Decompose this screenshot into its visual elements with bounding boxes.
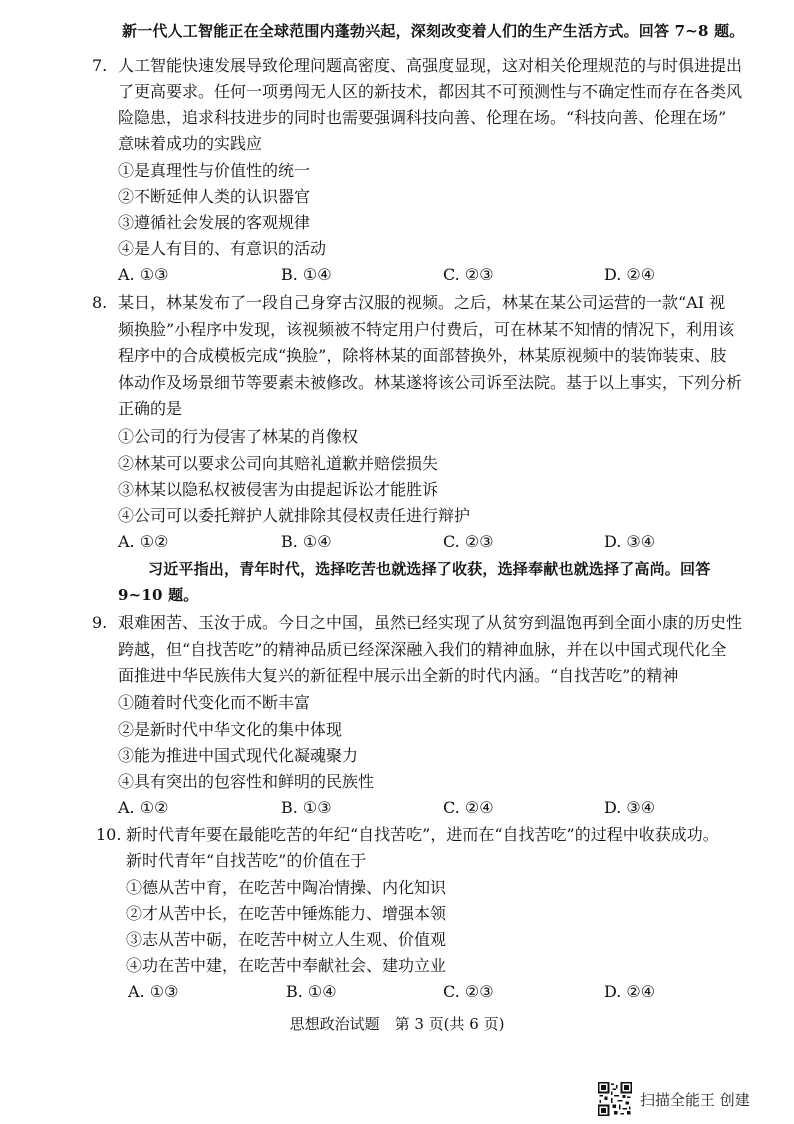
option-c: C. ②③ xyxy=(443,532,494,551)
option-b: B. ①④ xyxy=(281,265,332,284)
question-number: 9. xyxy=(92,613,108,632)
statement-3: ③遵循社会发展的客观规律 xyxy=(118,213,311,232)
statement-2: ②才从苦中长，在吃苦中锤炼能力、增强本领 xyxy=(126,904,447,923)
statement-4: ④功在苦中建，在吃苦中奉献社会、建功立业 xyxy=(126,956,447,975)
option-c: C. ②③ xyxy=(443,982,494,1001)
option-b: B. ①④ xyxy=(286,982,337,1001)
question-text-line: 跨越，但“自找苦吃”的精神品质已经深深融入我们的精神血脉，并在以中国式现代化全 xyxy=(118,640,727,659)
passage-intro-9-10: 习近平指出，青年时代，选择吃苦也就选择了收获，选择奉献也就选择了高尚。回答 xyxy=(148,560,711,578)
question-text-line: 艰难困苦、玉汝于成。今日之中国，虽然已经实现了从贫穷到温饱再到全面小康的历史性 xyxy=(118,613,743,632)
option-c: C. ②④ xyxy=(443,798,494,817)
option-a: A. ①③ xyxy=(128,982,179,1001)
scanner-watermark xyxy=(598,1082,750,1116)
option-d: D. ②④ xyxy=(604,265,656,284)
option-d: D. ②④ xyxy=(604,982,656,1001)
question-number: 7. xyxy=(92,56,108,75)
option-c: C. ②③ xyxy=(443,265,494,284)
statement-1: ①随着时代变化而不断丰富 xyxy=(118,693,311,712)
statement-1: ①是真理性与价值性的统一 xyxy=(118,161,311,180)
statement-3: ③林某以隐私权被侵害为由提起诉讼才能胜诉 xyxy=(118,480,439,499)
option-b: B. ①④ xyxy=(281,532,332,551)
question-text-line: 新时代青年要在最能吃苦的年纪“自找苦吃”，进而在“自找苦吃”的过程中收获成功。 xyxy=(126,825,719,844)
question-number: 8. xyxy=(92,293,108,312)
page-footer: 思想政治试题 第 3 页(共 6 页) xyxy=(289,1015,505,1033)
option-a: A. ①② xyxy=(118,532,169,551)
question-text-line: 正确的是 xyxy=(118,399,183,418)
statement-3: ③能为推进中国式现代化凝魂聚力 xyxy=(118,746,359,765)
passage-intro-9-10-cont: 9~10 题。 xyxy=(118,586,199,604)
question-text-line: 程序中的合成模板完成“换脸”，除将林某的面部替换外，林某原视频中的装饰装束、肢 xyxy=(118,346,727,365)
question-text-line: 新时代青年“自找苦吃”的价值在于 xyxy=(126,851,367,870)
option-d: D. ③④ xyxy=(604,798,656,817)
option-b: B. ①③ xyxy=(281,798,332,817)
question-text-line: 人工智能快速发展导致伦理问题高密度、高强度显现，这对相关伦理规范的与时俱进提出 xyxy=(118,56,743,75)
option-a: A. ①③ xyxy=(118,265,169,284)
question-text-line: 了更高要求。任何一项勇闯无人区的新技术，都因其不可预测性与不确定性而存在各类风 xyxy=(118,82,743,101)
statement-4: ④具有突出的包容性和鲜明的民族性 xyxy=(118,772,375,791)
scanner-label: 扫描全能王 创建 xyxy=(640,1090,750,1109)
question-text-line: 频换脸”小程序中发现，该视频被不特定用户付费后，可在林某不知情的情况下，利用该 xyxy=(118,320,735,339)
question-text-line: 险隐患，追求科技进步的同时也需要强调科技向善、伦理在场。“科技向善、伦理在场” xyxy=(118,108,727,127)
statement-3: ③志从苦中砺，在吃苦中树立人生观、价值观 xyxy=(126,930,447,949)
question-text-line: 面推进中华民族伟大复兴的新征程中展示出全新的时代内涵。“自找苦吃”的精神 xyxy=(118,666,679,685)
statement-4: ④公司可以委托辩护人就排除其侵权责任进行辩护 xyxy=(118,506,471,525)
qr-code-icon xyxy=(598,1082,632,1116)
statement-2: ②是新时代中华文化的集中体现 xyxy=(118,720,343,739)
question-number: 10. xyxy=(96,825,122,844)
option-a: A. ①② xyxy=(118,798,169,817)
option-d: D. ③④ xyxy=(604,532,656,551)
question-text-line: 某日，林某发布了一段自己身穿古汉服的视频。之后，林某在某公司运营的一款“AI 视 xyxy=(118,293,726,312)
statement-1: ①德从苦中育，在吃苦中陶冶情操、内化知识 xyxy=(126,878,447,897)
question-text-line: 体动作及场景细节等要素未被修改。林某遂将该公司诉至法院。基于以上事实，下列分析 xyxy=(118,373,743,392)
statement-4: ④是人有目的、有意识的活动 xyxy=(118,239,327,258)
passage-intro-7-8: 新一代人工智能正在全球范围内蓬勃兴起，深刻改变着人们的生产生活方式。回答 7~8 题。 xyxy=(122,22,745,40)
question-text-line: 意味着成功的实践应 xyxy=(118,134,263,153)
statement-2: ②林某可以要求公司向其赔礼道歉并赔偿损失 xyxy=(118,454,439,473)
statement-1: ①公司的行为侵害了林某的肖像权 xyxy=(118,427,359,446)
statement-2: ②不断延伸人类的认识器官 xyxy=(118,187,311,206)
